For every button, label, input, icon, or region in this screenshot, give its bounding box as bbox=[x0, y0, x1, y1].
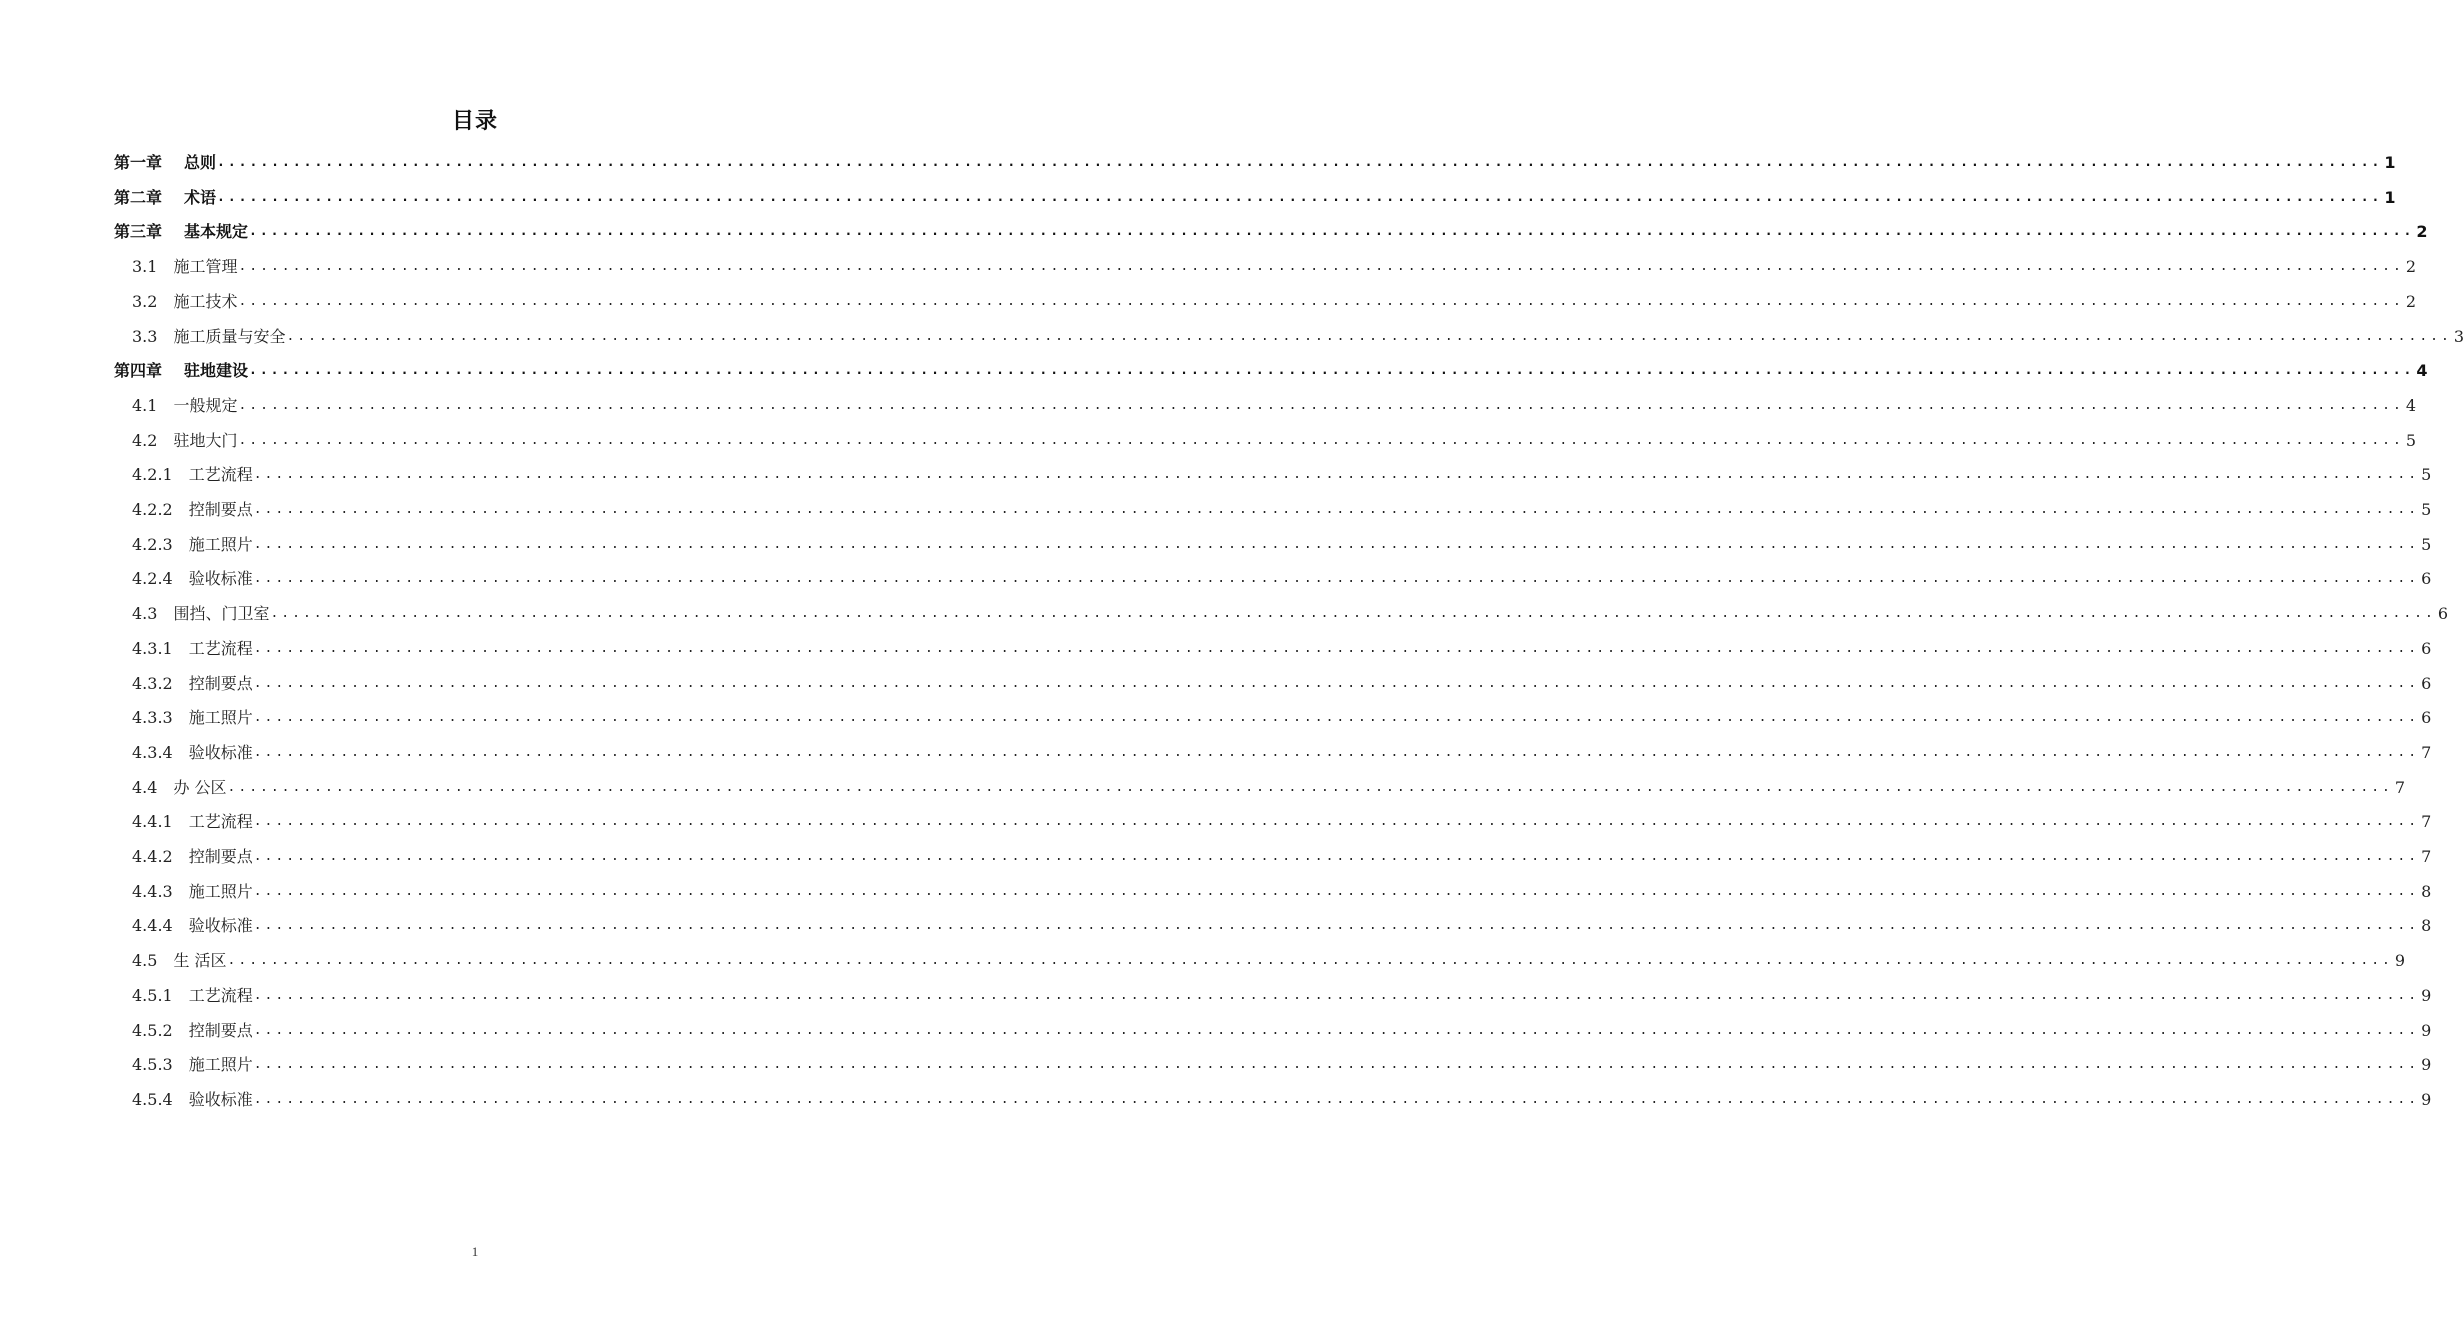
toc-entry[interactable] bbox=[132, 979, 2432, 1013]
toc-entry-leader-dots: ........................................................................................................................................................................................................ bbox=[217, 155, 2383, 170]
toc-entry-leader-dots: ........................................................................................................................................................................................................ bbox=[253, 744, 2420, 760]
toc-entry-leader-dots: ........................................................................................................................................................................................................ bbox=[253, 536, 2420, 552]
toc-entry[interactable] bbox=[132, 1048, 2432, 1082]
toc-title: 目录 bbox=[451, 109, 498, 134]
toc-entry-leader-dots: ........................................................................................................................................................................................................ bbox=[270, 606, 2436, 622]
toc-entry-number: 4.2.3 bbox=[132, 534, 173, 554]
toc-entry-number: 第一章 bbox=[114, 153, 163, 172]
toc-entry[interactable] bbox=[132, 320, 2464, 354]
toc-entry-page: 7 bbox=[2421, 812, 2432, 832]
toc-entry-number: 4.4.3 bbox=[132, 881, 173, 901]
toc-entry-title: 工艺流程 bbox=[188, 465, 253, 485]
toc-entry-page: 9 bbox=[2421, 1089, 2432, 1109]
toc-entry-page: 7 bbox=[2421, 847, 2432, 866]
toc-entry-title: 验收标准 bbox=[188, 1089, 253, 1109]
toc-entry-leader-dots: ........................................................................................................................................................................................................ bbox=[253, 849, 2420, 864]
toc-entry[interactable] bbox=[132, 875, 2432, 909]
toc-entry-leader-dots: ........................................................................................................................................................................................................ bbox=[217, 189, 2383, 205]
toc-entry[interactable] bbox=[132, 493, 2432, 527]
toc-entry-page: 7 bbox=[2421, 742, 2432, 762]
toc-entry[interactable] bbox=[132, 771, 2406, 805]
toc-entry[interactable] bbox=[132, 701, 2432, 735]
toc-entry-leader-dots: ........................................................................................................................................................................................................ bbox=[253, 571, 2420, 587]
toc-entry-number: 3.2 bbox=[132, 291, 158, 311]
toc-entry[interactable] bbox=[132, 1083, 2432, 1117]
toc-entry-leader-dots: ........................................................................................................................................................................................................ bbox=[249, 224, 2415, 240]
toc-entry-title: 基本规定 bbox=[184, 222, 249, 242]
toc-entry[interactable] bbox=[132, 632, 2432, 666]
toc-entry-title: 控制要点 bbox=[188, 1020, 253, 1040]
toc-entry[interactable] bbox=[132, 424, 2416, 458]
toc-entry-title: 施工照片 bbox=[188, 708, 253, 728]
toc-entry[interactable] bbox=[132, 1014, 2432, 1048]
toc-entry-title: 工艺流程 bbox=[188, 812, 253, 832]
toc-entry-page: 5 bbox=[2421, 534, 2432, 554]
page-number: 1 bbox=[471, 1244, 479, 1259]
toc-entry-title: 验收标准 bbox=[188, 742, 253, 762]
toc-entry-title: 施工技术 bbox=[173, 291, 238, 311]
toc-entry-leader-dots: ........................................................................................................................................................................................................ bbox=[227, 779, 2393, 795]
toc-entry[interactable] bbox=[114, 181, 2396, 215]
toc-entry-leader-dots: ........................................................................................................................................................................................................ bbox=[253, 1022, 2420, 1038]
toc-entry[interactable] bbox=[132, 667, 2432, 701]
toc-entry-leader-dots: ........................................................................................................................................................................................................ bbox=[253, 1091, 2420, 1107]
toc-entry-page: 6 bbox=[2421, 569, 2432, 589]
toc-entry-page: 4 bbox=[2405, 395, 2416, 415]
toc-entry-number: 4.3.3 bbox=[132, 708, 173, 728]
toc-entry-title: 围挡、门卫室 bbox=[173, 604, 270, 624]
toc-entry-leader-dots: ........................................................................................................................................................................................................ bbox=[253, 710, 2420, 726]
toc-entry-page: 1 bbox=[2384, 187, 2396, 207]
toc-entry-page: 2 bbox=[2416, 222, 2428, 242]
toc-entry-leader-dots: ........................................................................................................................................................................................................ bbox=[238, 293, 2404, 309]
toc-entry-title: 控制要点 bbox=[188, 673, 253, 693]
toc-entry[interactable] bbox=[132, 944, 2406, 978]
toc-entry-title: 验收标准 bbox=[188, 916, 253, 936]
toc-entry-number: 4.5.2 bbox=[132, 1020, 173, 1040]
toc-entry-number: 4.2.1 bbox=[132, 465, 173, 485]
toc-entry-page: 6 bbox=[2421, 638, 2432, 658]
toc-entry-title: 办 公区 bbox=[173, 777, 227, 797]
toc-entry-title: 驻地建设 bbox=[184, 361, 249, 381]
toc-entry-title: 驻地大门 bbox=[173, 430, 238, 450]
toc-entry-page: 9 bbox=[2421, 1055, 2432, 1075]
toc-entry-title: 施工质量与安全 bbox=[173, 326, 286, 346]
toc-entry-page: 9 bbox=[2394, 951, 2406, 971]
toc-entry-title: 控制要点 bbox=[188, 847, 253, 866]
toc-entry-number: 4.2 bbox=[132, 430, 158, 450]
toc-entry-title: 术语 bbox=[184, 187, 217, 207]
toc-entry-leader-dots: ........................................................................................................................................................................................................ bbox=[238, 259, 2404, 275]
toc-entry-number: 4.3.4 bbox=[132, 742, 173, 762]
toc-entry-leader-dots: ........................................................................................................................................................................................................ bbox=[238, 432, 2404, 448]
toc-entry-title: 工艺流程 bbox=[188, 985, 253, 1005]
toc-entry[interactable] bbox=[132, 528, 2432, 562]
toc-entry-page: 2 bbox=[2405, 291, 2416, 311]
toc-entry-number: 4.4.1 bbox=[132, 812, 173, 832]
toc-entry[interactable] bbox=[132, 597, 2448, 631]
toc-entry-leader-dots: ........................................................................................................................................................................................................ bbox=[253, 883, 2420, 899]
toc-entry-number: 4.2.2 bbox=[132, 500, 173, 519]
toc-entry-page: 5 bbox=[2421, 500, 2432, 519]
toc-entry-number: 4.1 bbox=[132, 395, 158, 415]
toc-entry-number: 4.5.3 bbox=[132, 1055, 173, 1075]
toc-entry-leader-dots: ........................................................................................................................................................................................................ bbox=[253, 502, 2420, 517]
toc-entry-leader-dots: ........................................................................................................................................................................................................ bbox=[249, 363, 2415, 379]
toc-entry-leader-dots: ........................................................................................................................................................................................................ bbox=[286, 328, 2452, 344]
toc-entry[interactable] bbox=[132, 458, 2432, 492]
toc-entry-page: 6 bbox=[2421, 673, 2432, 693]
toc-entry-page: 6 bbox=[2437, 604, 2448, 624]
toc-entry-page: 5 bbox=[2405, 430, 2416, 450]
toc-entry-number: 4.3.2 bbox=[132, 673, 173, 693]
toc-entry-page: 8 bbox=[2421, 881, 2432, 901]
toc-entry-title: 施工管理 bbox=[173, 257, 238, 277]
toc-entry-number: 4.5.4 bbox=[132, 1089, 173, 1109]
toc-entry-number: 3.1 bbox=[132, 257, 158, 277]
toc-entry-page: 9 bbox=[2421, 985, 2432, 1005]
toc-entry-number: 第三章 bbox=[114, 222, 163, 242]
toc-entry[interactable] bbox=[132, 909, 2432, 943]
toc-entry-number: 4.3.1 bbox=[132, 638, 173, 658]
toc-entry-number: 4.3 bbox=[132, 604, 158, 624]
toc-entry[interactable] bbox=[132, 389, 2416, 423]
toc-entry-title: 工艺流程 bbox=[188, 638, 253, 658]
toc-entry-leader-dots: ........................................................................................................................................................................................................ bbox=[253, 814, 2420, 830]
toc-entry[interactable] bbox=[114, 146, 2396, 180]
toc-entry[interactable] bbox=[132, 562, 2432, 596]
toc-entry-number: 第二章 bbox=[114, 187, 163, 207]
toc-entry-leader-dots: ........................................................................................................................................................................................................ bbox=[253, 675, 2420, 691]
toc-entry-number: 3.3 bbox=[132, 326, 158, 346]
toc-entry-page: 9 bbox=[2421, 1020, 2432, 1040]
toc-entry[interactable] bbox=[132, 250, 2416, 284]
toc-entry-number: 4.4.4 bbox=[132, 916, 173, 936]
toc-entry-leader-dots: ........................................................................................................................................................................................................ bbox=[253, 918, 2420, 934]
toc-entry[interactable] bbox=[132, 285, 2416, 319]
toc-entry-leader-dots: ........................................................................................................................................................................................................ bbox=[253, 987, 2420, 1003]
toc-entry-page: 5 bbox=[2421, 465, 2432, 485]
toc-entry-title: 总则 bbox=[184, 153, 217, 172]
toc-entry-page: 2 bbox=[2405, 257, 2416, 277]
toc-entry-page: 1 bbox=[2384, 153, 2396, 172]
toc-entry-leader-dots: ........................................................................................................................................................................................................ bbox=[253, 640, 2420, 656]
toc-entry-leader-dots: ........................................................................................................................................................................................................ bbox=[238, 397, 2404, 413]
toc-entry-title: 施工照片 bbox=[188, 534, 253, 554]
toc-entry-page: 4 bbox=[2416, 361, 2428, 381]
toc-entry[interactable] bbox=[114, 354, 2428, 388]
toc-entry-title: 一般规定 bbox=[173, 395, 238, 415]
toc-entry[interactable] bbox=[114, 215, 2428, 249]
toc-entry[interactable] bbox=[132, 840, 2432, 874]
toc-entry-number: 4.5 bbox=[132, 951, 158, 971]
toc-entry-number: 4.5.1 bbox=[132, 985, 173, 1005]
toc-entry-number: 4.4.2 bbox=[132, 847, 173, 866]
toc-entry-title: 控制要点 bbox=[188, 500, 253, 519]
toc-entry-title: 施工照片 bbox=[188, 1055, 253, 1075]
toc-entry-number: 4.4 bbox=[132, 777, 158, 797]
toc-entry-number: 4.2.4 bbox=[132, 569, 173, 589]
toc-entry-leader-dots: ........................................................................................................................................................................................................ bbox=[253, 467, 2420, 483]
toc-entry-page: 7 bbox=[2394, 777, 2406, 797]
toc-entry-page: 3 bbox=[2453, 326, 2464, 346]
toc-entry[interactable] bbox=[132, 805, 2432, 839]
toc-entry-page: 8 bbox=[2421, 916, 2432, 936]
toc-entry-title: 验收标准 bbox=[188, 569, 253, 589]
toc-entry-leader-dots: ........................................................................................................................................................................................................ bbox=[253, 1057, 2420, 1073]
toc-entry[interactable] bbox=[132, 736, 2432, 770]
toc-entry-number: 第四章 bbox=[114, 361, 163, 381]
toc-entry-leader-dots: ........................................................................................................................................................................................................ bbox=[227, 953, 2393, 969]
toc-entry-title: 生 活区 bbox=[173, 951, 227, 971]
toc-entry-title: 施工照片 bbox=[188, 881, 253, 901]
toc-entry-page: 6 bbox=[2421, 708, 2432, 728]
